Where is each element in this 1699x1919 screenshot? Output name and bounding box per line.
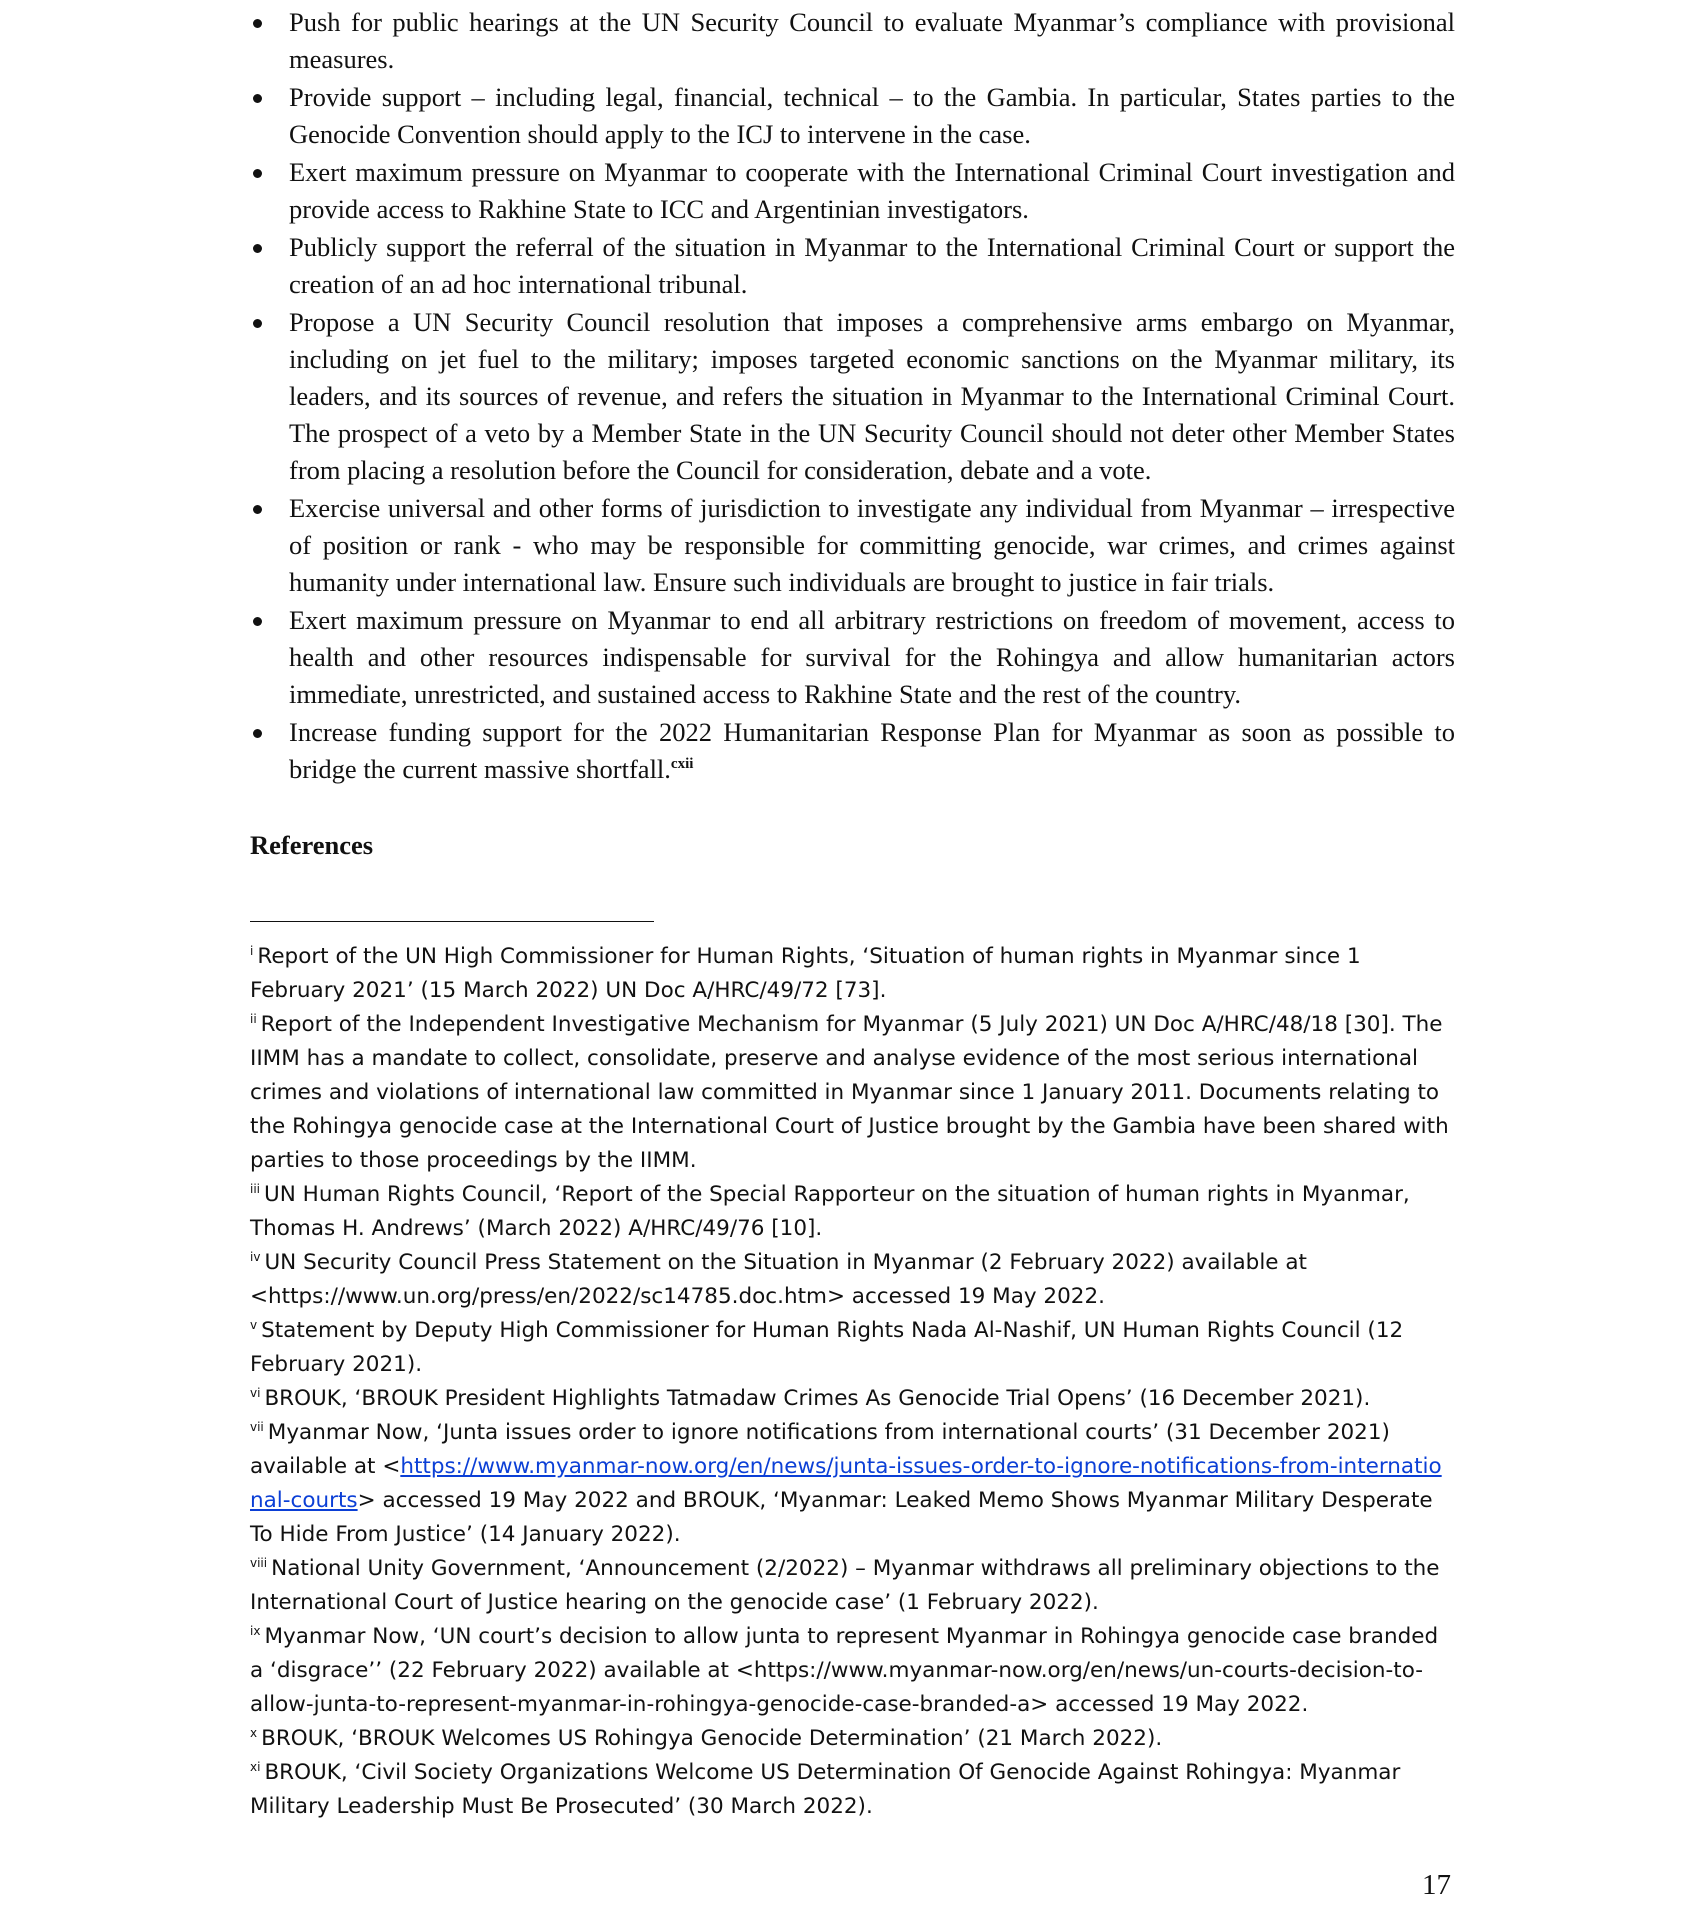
- bullet-item: [250, 602, 1455, 713]
- footnote-marker: ix: [250, 1623, 261, 1638]
- bullet-text: Exercise universal and other forms of jurisdiction to investigate any individual from Myanmar – irrespective of position or rank - who may be responsible for committing genocide, war crimes, and crimes against humanity under international law. Ensure such individuals are brought to justice in fair trials.: [289, 493, 1455, 597]
- footnote-list: [250, 940, 1455, 1824]
- footnote-item: [250, 1382, 1455, 1416]
- footnote-text: BROUK, ‘Civil Society Organizations Welcome US Determination Of Genocide Against Rohingya: Myanmar Military Leadership Must Be Prosecuted’ (30 March 2022).: [250, 1760, 1401, 1819]
- footnote-marker: iii: [250, 1181, 261, 1196]
- footnote-marker: ii: [250, 1011, 257, 1026]
- footnote-marker: i: [250, 943, 254, 958]
- bullet-text: Publicly support the referral of the situation in Myanmar to the International Criminal Court or support the creation of an ad hoc international tribunal.: [289, 232, 1455, 299]
- bullet-text: Exert maximum pressure on Myanmar to cooperate with the International Criminal Court investigation and provide access to Rakhine State to ICC and Argentinian investigators.: [289, 157, 1455, 224]
- footnote-item: [250, 1246, 1455, 1314]
- footnote-text-before-link: Myanmar Now, ‘Junta issues order to ignore notifications from international courts’ (31 December 2021) available at <: [250, 1420, 1390, 1479]
- bullet-dot-icon: [253, 169, 262, 178]
- bullet-dot-icon: [253, 729, 262, 738]
- footnote-item: [250, 1008, 1455, 1178]
- endnote-reference[interactable]: cxii: [670, 756, 694, 773]
- footnote-text: BROUK, ‘BROUK President Highlights Tatmadaw Crimes As Genocide Trial Opens’ (16 December 2021).: [264, 1386, 1371, 1411]
- bullet-text: Propose a UN Security Council resolution that imposes a comprehensive arms embargo on Myanmar, including on jet fuel to the military; imposes targeted economic sanctions on the Myanmar military, its leaders, and its sources of revenue, and refers the situation in Myanmar to the International Criminal Court. The prospect of a veto by a Member State in the UN Security Council should not deter other Member States from placing a resolution before the Council for consideration, debate and a vote.: [289, 307, 1455, 485]
- footnote-marker: viii: [250, 1555, 268, 1570]
- footnote-item: [250, 940, 1455, 1008]
- footnote-text-after-link: > accessed 19 May 2022 and BROUK, ‘Myanmar: Leaked Memo Shows Myanmar Military Desperate To Hide From Justice’ (14 January 2022).: [250, 1488, 1433, 1547]
- footnote-item: [250, 1178, 1455, 1246]
- footnote-marker: xi: [250, 1759, 261, 1774]
- bullet-dot-icon: [253, 19, 262, 28]
- footnote-text: Myanmar Now, ‘UN court’s decision to allow junta to represent Myanmar in Rohingya genocide case branded a ‘disgrace’’ (22 February 2022) available at <https://www.myanmar-now.org/en/news/un-courts-decision-to-allow-junta-to-represent-myanmar-in-rohingya-genocide-case-branded-a> accessed 19 May 2022.: [250, 1624, 1439, 1717]
- footnote-item: [250, 1314, 1455, 1382]
- footnote-marker: vii: [250, 1419, 264, 1434]
- footnote-text: Report of the Independent Investigative Mechanism for Myanmar (5 July 2021) UN Doc A/HRC/48/18 [30]. The IIMM has a mandate to collect, consolidate, preserve and analyse evidence of the most serious international crimes and violations of international law committed in Myanmar since 1 January 2011. Documents relating to the Rohingya genocide case at the International Court of Justice brought by the Gambia have been shared with parties to those proceedings by the IIMM.: [250, 1012, 1449, 1173]
- bullet-text: Increase funding support for the 2022 Humanitarian Response Plan for Myanmar as soon as possible to bridge the current massive shortfall.: [289, 717, 1455, 784]
- bullet-dot-icon: [253, 94, 262, 103]
- page-number: 17: [1422, 1869, 1451, 1901]
- footnote-marker: iv: [250, 1249, 261, 1264]
- bullet-item: [250, 304, 1455, 489]
- recommendations-list: [250, 4, 1455, 789]
- footnote-marker: v: [250, 1317, 258, 1332]
- bullet-text: Push for public hearings at the UN Security Council to evaluate Myanmar’s compliance with provisional measures.: [289, 7, 1455, 74]
- bullet-text: Exert maximum pressure on Myanmar to end all arbitrary restrictions on freedom of movement, access to health and other resources indispensable for survival for the Rohingya and allow humanitarian actors immediate, unrestricted, and sustained access to Rakhine State and the rest of the country.: [289, 605, 1455, 709]
- bullet-item: [250, 490, 1455, 601]
- footnote-item: [250, 1756, 1455, 1824]
- footnote-text: UN Security Council Press Statement on the Situation in Myanmar (2 February 2022) available at <https://www.un.org/press/en/2022/sc14785.doc.htm> accessed 19 May 2022.: [250, 1250, 1307, 1309]
- footnote-marker: vi: [250, 1385, 261, 1400]
- bullet-dot-icon: [253, 319, 262, 328]
- bullet-dot-icon: [253, 617, 262, 626]
- footnote-text: BROUK, ‘BROUK Welcomes US Rohingya Genocide Determination’ (21 March 2022).: [261, 1726, 1163, 1751]
- bullet-text: Provide support – including legal, financial, technical – to the Gambia. In particular, States parties to the Genocide Convention should apply to the ICJ to intervene in the case.: [289, 82, 1455, 149]
- bullet-item: [250, 154, 1455, 228]
- bullet-item: [250, 229, 1455, 303]
- references-heading: References: [250, 830, 374, 860]
- footnote-separator: [250, 921, 654, 922]
- bullet-item: [250, 714, 1455, 788]
- footnote-text: Statement by Deputy High Commissioner for Human Rights Nada Al-Nashif, UN Human Rights Council (12 February 2021).: [250, 1318, 1404, 1377]
- footnote-text: Report of the UN High Commissioner for Human Rights, ‘Situation of human rights in Myanmar since 1 February 2021’ (15 March 2022) UN Doc A/HRC/49/72 [73].: [250, 944, 1361, 1003]
- footnote-link[interactable]: https://www.myanmar-now.org/en/news/junta-issues-order-to-ignore-notifications-from-international-courts: [250, 1454, 1442, 1513]
- bullet-item: [250, 4, 1455, 78]
- footnote-marker: x: [250, 1725, 258, 1740]
- footnote-text: UN Human Rights Council, ‘Report of the Special Rapporteur on the situation of human rights in Myanmar, Thomas H. Andrews’ (March 2022) A/HRC/49/76 [10].: [250, 1182, 1410, 1241]
- bullet-dot-icon: [253, 505, 262, 514]
- footnote-item: [250, 1620, 1455, 1722]
- bullet-dot-icon: [253, 244, 262, 253]
- footnote-text: National Unity Government, ‘Announcement (2/2022) – Myanmar withdraws all preliminary objections to the International Court of Justice hearing on the genocide case’ (1 February 2022).: [250, 1556, 1440, 1615]
- bullet-item: [250, 79, 1455, 153]
- footnote-item: [250, 1552, 1455, 1620]
- footnote-item: [250, 1722, 1455, 1756]
- footnote-item: [250, 1416, 1455, 1552]
